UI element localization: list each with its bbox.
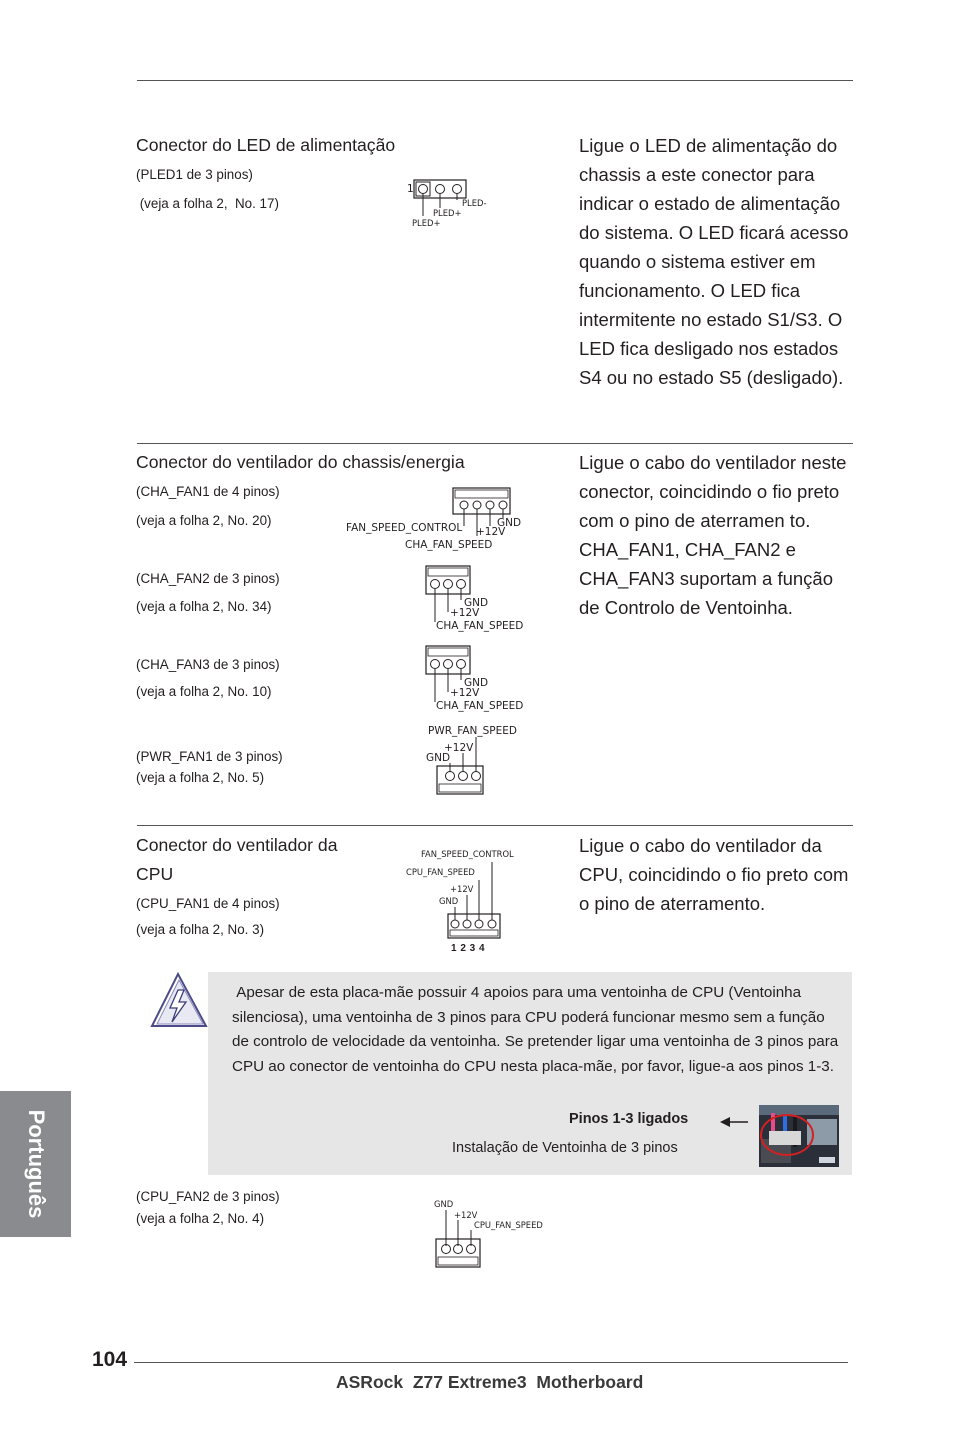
pled-sub2: (veja a folha 2, No. 17) bbox=[136, 196, 279, 211]
arrow-left-icon bbox=[718, 1114, 750, 1130]
cpu2-gnd-label: GND bbox=[434, 1199, 454, 1209]
pwr-sub2: (veja a folha 2, No. 5) bbox=[136, 770, 265, 785]
cha3-speed-label: CHA_FAN_SPEED bbox=[436, 700, 524, 712]
cha1-speed-label: CHA_FAN_SPEED bbox=[405, 539, 493, 551]
install-label: Instalação de Ventoinha de 3 pinos bbox=[452, 1140, 678, 1156]
cpu-gnd-label: GND bbox=[439, 896, 459, 906]
cpu-title-line1: Conector do ventilador da bbox=[136, 835, 338, 855]
chassis-description: Ligue o cabo do ventilador neste conector, coincidindo o fio preto com o pino de aterramen to. CHA_FAN1, CHA_FAN2 e CHA_FAN3 suportam a função de Controlo de Ventoinha. bbox=[579, 452, 847, 618]
cha3-sub1: (CHA_FAN3 de 3 pinos) bbox=[136, 657, 280, 672]
cpu2-sub1: (CPU_FAN2 de 3 pinos) bbox=[136, 1189, 280, 1204]
note-text: Apesar de esta placa-mãe possuir 4 apoios para uma ventoinha de CPU (Ventoinha silenciosa), uma ventoinha de 3 pinos para CPU poderá funcionar mesmo sem a função de controlo de velocidade da ventoinha. Se pretender ligar uma ventoinha de 3 pinos para CPU ao conector de ventoinha do CPU nesta placa-mãe, por favor, ligue-a aos pinos 1-3. bbox=[232, 984, 843, 1075]
cha-fan2-diagram bbox=[420, 564, 530, 634]
cpu-12v-label: +12V bbox=[450, 884, 474, 894]
pled-connector-diagram bbox=[400, 176, 490, 232]
cha2-sub1: (CHA_FAN2 de 3 pinos) bbox=[136, 571, 280, 586]
cha1-12v-label: +12V bbox=[476, 526, 506, 538]
cpu2-sub2: (veja a folha 2, No. 4) bbox=[136, 1211, 265, 1226]
cha2-12v-label: +12V bbox=[450, 607, 480, 619]
pled-description: Ligue o LED de alimentação do chassis a este conector para indicar o estado de alimentação do sistema. O LED ficará acesso quando o sistema estiver em funcionamento. O LED fica intermitente no estado S1/S3. O LED fica desligado nos estados S4 ou no estado S5 (desligado). bbox=[579, 135, 849, 388]
fan-install-photo bbox=[759, 1105, 839, 1167]
language-side-tab-label: Português bbox=[23, 1109, 49, 1219]
language-side-tab bbox=[0, 1091, 71, 1237]
cpu-sub2: (veja a folha 2, No. 3) bbox=[136, 922, 265, 937]
cpu-fan1-diagram bbox=[400, 842, 550, 958]
top-rule bbox=[137, 80, 853, 81]
cpu-fan2-diagram bbox=[430, 1196, 570, 1270]
pled-title: Conector do LED de alimentação bbox=[136, 135, 396, 155]
cpu-fan-speed-label: CPU_FAN_SPEED bbox=[406, 867, 475, 877]
pins-connected-label: Pinos 1-3 ligados bbox=[569, 1111, 689, 1127]
cha2-speed-label: CHA_FAN_SPEED bbox=[436, 620, 524, 632]
cpu-title-line2: CPU bbox=[136, 864, 174, 884]
pled-minus-label: PLED- bbox=[462, 198, 487, 208]
cha2-gnd-label: GND bbox=[464, 597, 489, 609]
footer-rule bbox=[134, 1362, 848, 1363]
section-rule-2 bbox=[137, 825, 853, 826]
cpu-description: Ligue o cabo do ventilador da CPU, coincidindo o fio preto com o pino de aterramento. bbox=[579, 835, 849, 914]
cha3-gnd-label: GND bbox=[464, 677, 489, 689]
cha-fan3-diagram bbox=[420, 644, 530, 714]
cha-fan1-diagram bbox=[340, 484, 530, 554]
cha1-gnd-label: GND bbox=[497, 517, 522, 529]
cha1-sub1: (CHA_FAN1 de 4 pinos) bbox=[136, 484, 280, 499]
pwr-gnd-label: GND bbox=[426, 752, 451, 764]
pled-plus-label-a: PLED+ bbox=[433, 208, 462, 218]
pled-pin1-label: 1 bbox=[407, 183, 414, 195]
pwr-speed-label: PWR_FAN_SPEED bbox=[428, 725, 517, 737]
cha1-sub2: (veja a folha 2, No. 20) bbox=[136, 513, 272, 528]
pwr-12v-label: +12V bbox=[444, 742, 474, 754]
pled-plus-label-b: PLED+ bbox=[412, 218, 441, 228]
warning-icon bbox=[148, 968, 210, 1030]
pwr-fan-diagram bbox=[420, 722, 530, 798]
pwr-sub1: (PWR_FAN1 de 3 pinos) bbox=[136, 749, 283, 764]
section-rule-1 bbox=[137, 443, 853, 444]
cha3-sub2: (veja a folha 2, No. 10) bbox=[136, 684, 272, 699]
cpu-pin-numbers: 1 2 3 4 bbox=[451, 943, 485, 954]
footer-title: ASRock Z77 Extreme3 Motherboard bbox=[336, 1372, 644, 1392]
cpu2-12v-label: +12V bbox=[454, 1210, 478, 1220]
page-number: 104 bbox=[92, 1348, 128, 1371]
cpu2-speed-label: CPU_FAN_SPEED bbox=[474, 1220, 543, 1230]
cpu-fan-speed-control-label: FAN_SPEED_CONTROL bbox=[421, 849, 514, 859]
chassis-title: Conector do ventilador do chassis/energia bbox=[136, 452, 465, 472]
cha2-sub2: (veja a folha 2, No. 34) bbox=[136, 599, 272, 614]
cha3-12v-label: +12V bbox=[450, 687, 480, 699]
pled-sub1: (PLED1 de 3 pinos) bbox=[136, 167, 253, 182]
cha1-fan-speed-control-label: FAN_SPEED_CONTROL bbox=[346, 522, 463, 534]
cpu-sub1: (CPU_FAN1 de 4 pinos) bbox=[136, 896, 280, 911]
